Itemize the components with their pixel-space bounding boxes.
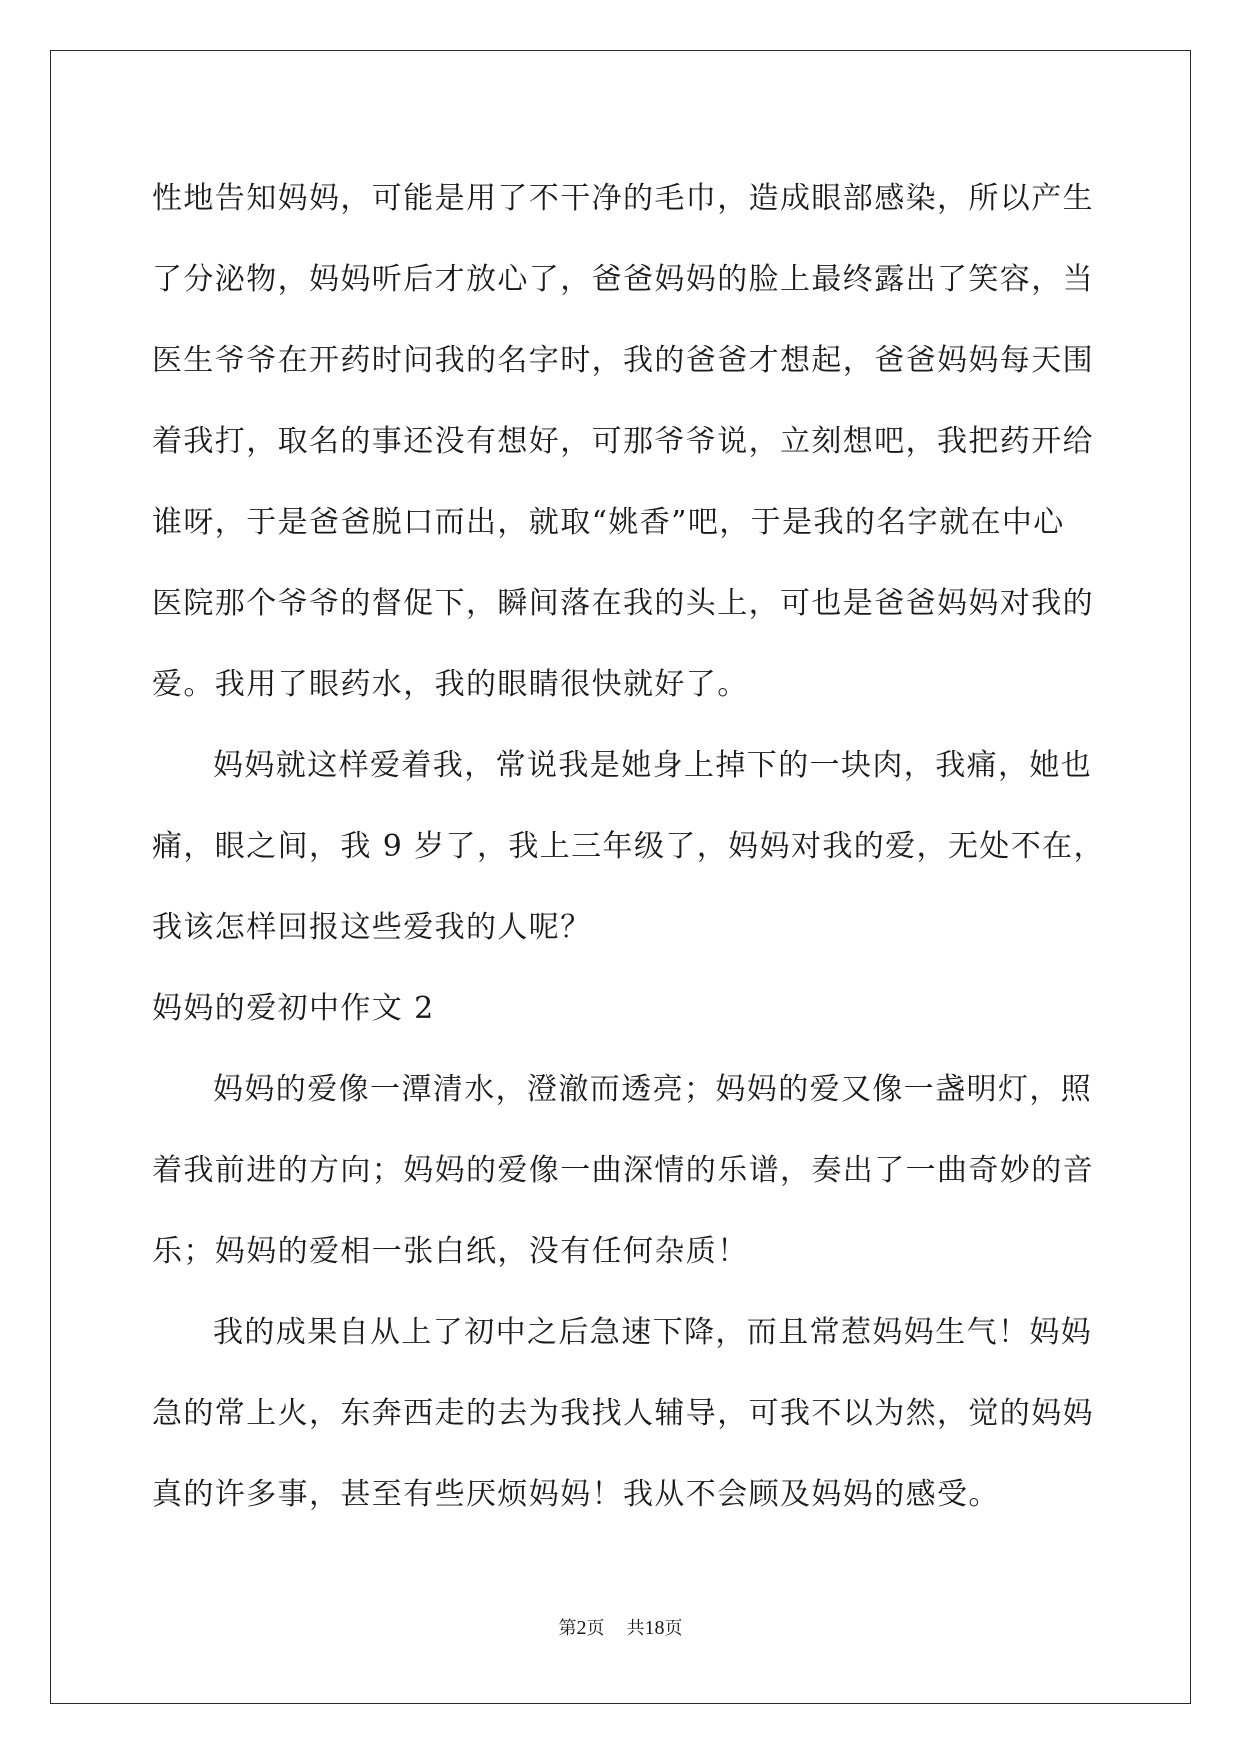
text-line: 乐；妈妈的爱相一张白纸，没有任何杂质！	[152, 1234, 749, 1269]
page-label-suffix: 页	[586, 1618, 605, 1639]
text-line: 着我前进的方向；妈妈的爱像一曲深情的乐谱，奏出了一曲奇妙的音	[152, 1153, 1094, 1188]
text-line: 性地告知妈妈，可能是用了不干净的毛巾，造成眼部感染，所以产生	[152, 181, 1094, 216]
text-line: 我该怎样回报这些爱我的人呢？	[152, 910, 592, 945]
text-line: 医生爷爷在开药时问我的名字时，我的爸爸才想起，爸爸妈妈每天围	[152, 343, 1094, 378]
total-pages: 18	[644, 1617, 665, 1639]
text-line: 急的常上火，东奔西走的去为我找人辅导，可我不以为然，觉的妈妈	[152, 1396, 1094, 1431]
text-line: 真的许多事，甚至有些厌烦妈妈！我从不会顾及妈妈的感受。	[152, 1477, 1000, 1512]
paragraph-start-line: 妈妈的爱像一潭清水，澄澈而透亮；妈妈的爱又像一盏明灯，照	[213, 1072, 1093, 1107]
text-line: 爱。我用了眼药水，我的眼睛很快就好了。	[152, 667, 749, 702]
page-number: 2	[576, 1617, 587, 1639]
paragraph-start-line: 妈妈就这样爱着我，常说我是她身上掉下的一块肉，我痛，她也	[213, 748, 1093, 783]
section-heading: 妈妈的爱初中作文 2	[152, 991, 435, 1026]
text-line: 医院那个爷爷的督促下，瞬间落在我的头上，可也是爸爸妈妈对我的	[152, 586, 1094, 621]
text-line: 痛，眼之间，我 9 岁了，我上三年级了，妈妈对我的爱，无处不在，	[152, 829, 1105, 864]
document-body	[152, 158, 1105, 1535]
page-footer	[0, 1614, 1241, 1640]
total-label-prefix: 共	[626, 1618, 645, 1639]
paragraph-start-line: 我的成果自从上了初中之后急速下降，而且常惹妈妈生气！妈妈	[213, 1315, 1093, 1350]
text-line: 谁呀，于是爸爸脱口而出，就取“姚香”吧，于是我的名字就在中心	[152, 505, 1065, 540]
total-label-suffix: 页	[664, 1618, 683, 1639]
text-line: 着我打，取名的事还没有想好，可那爷爷说，立刻想吧，我把药开给	[152, 424, 1094, 459]
page-label-prefix: 第	[558, 1618, 577, 1639]
text-line: 了分泌物，妈妈听后才放心了，爸爸妈妈的脸上最终露出了笑容，当	[152, 262, 1094, 297]
